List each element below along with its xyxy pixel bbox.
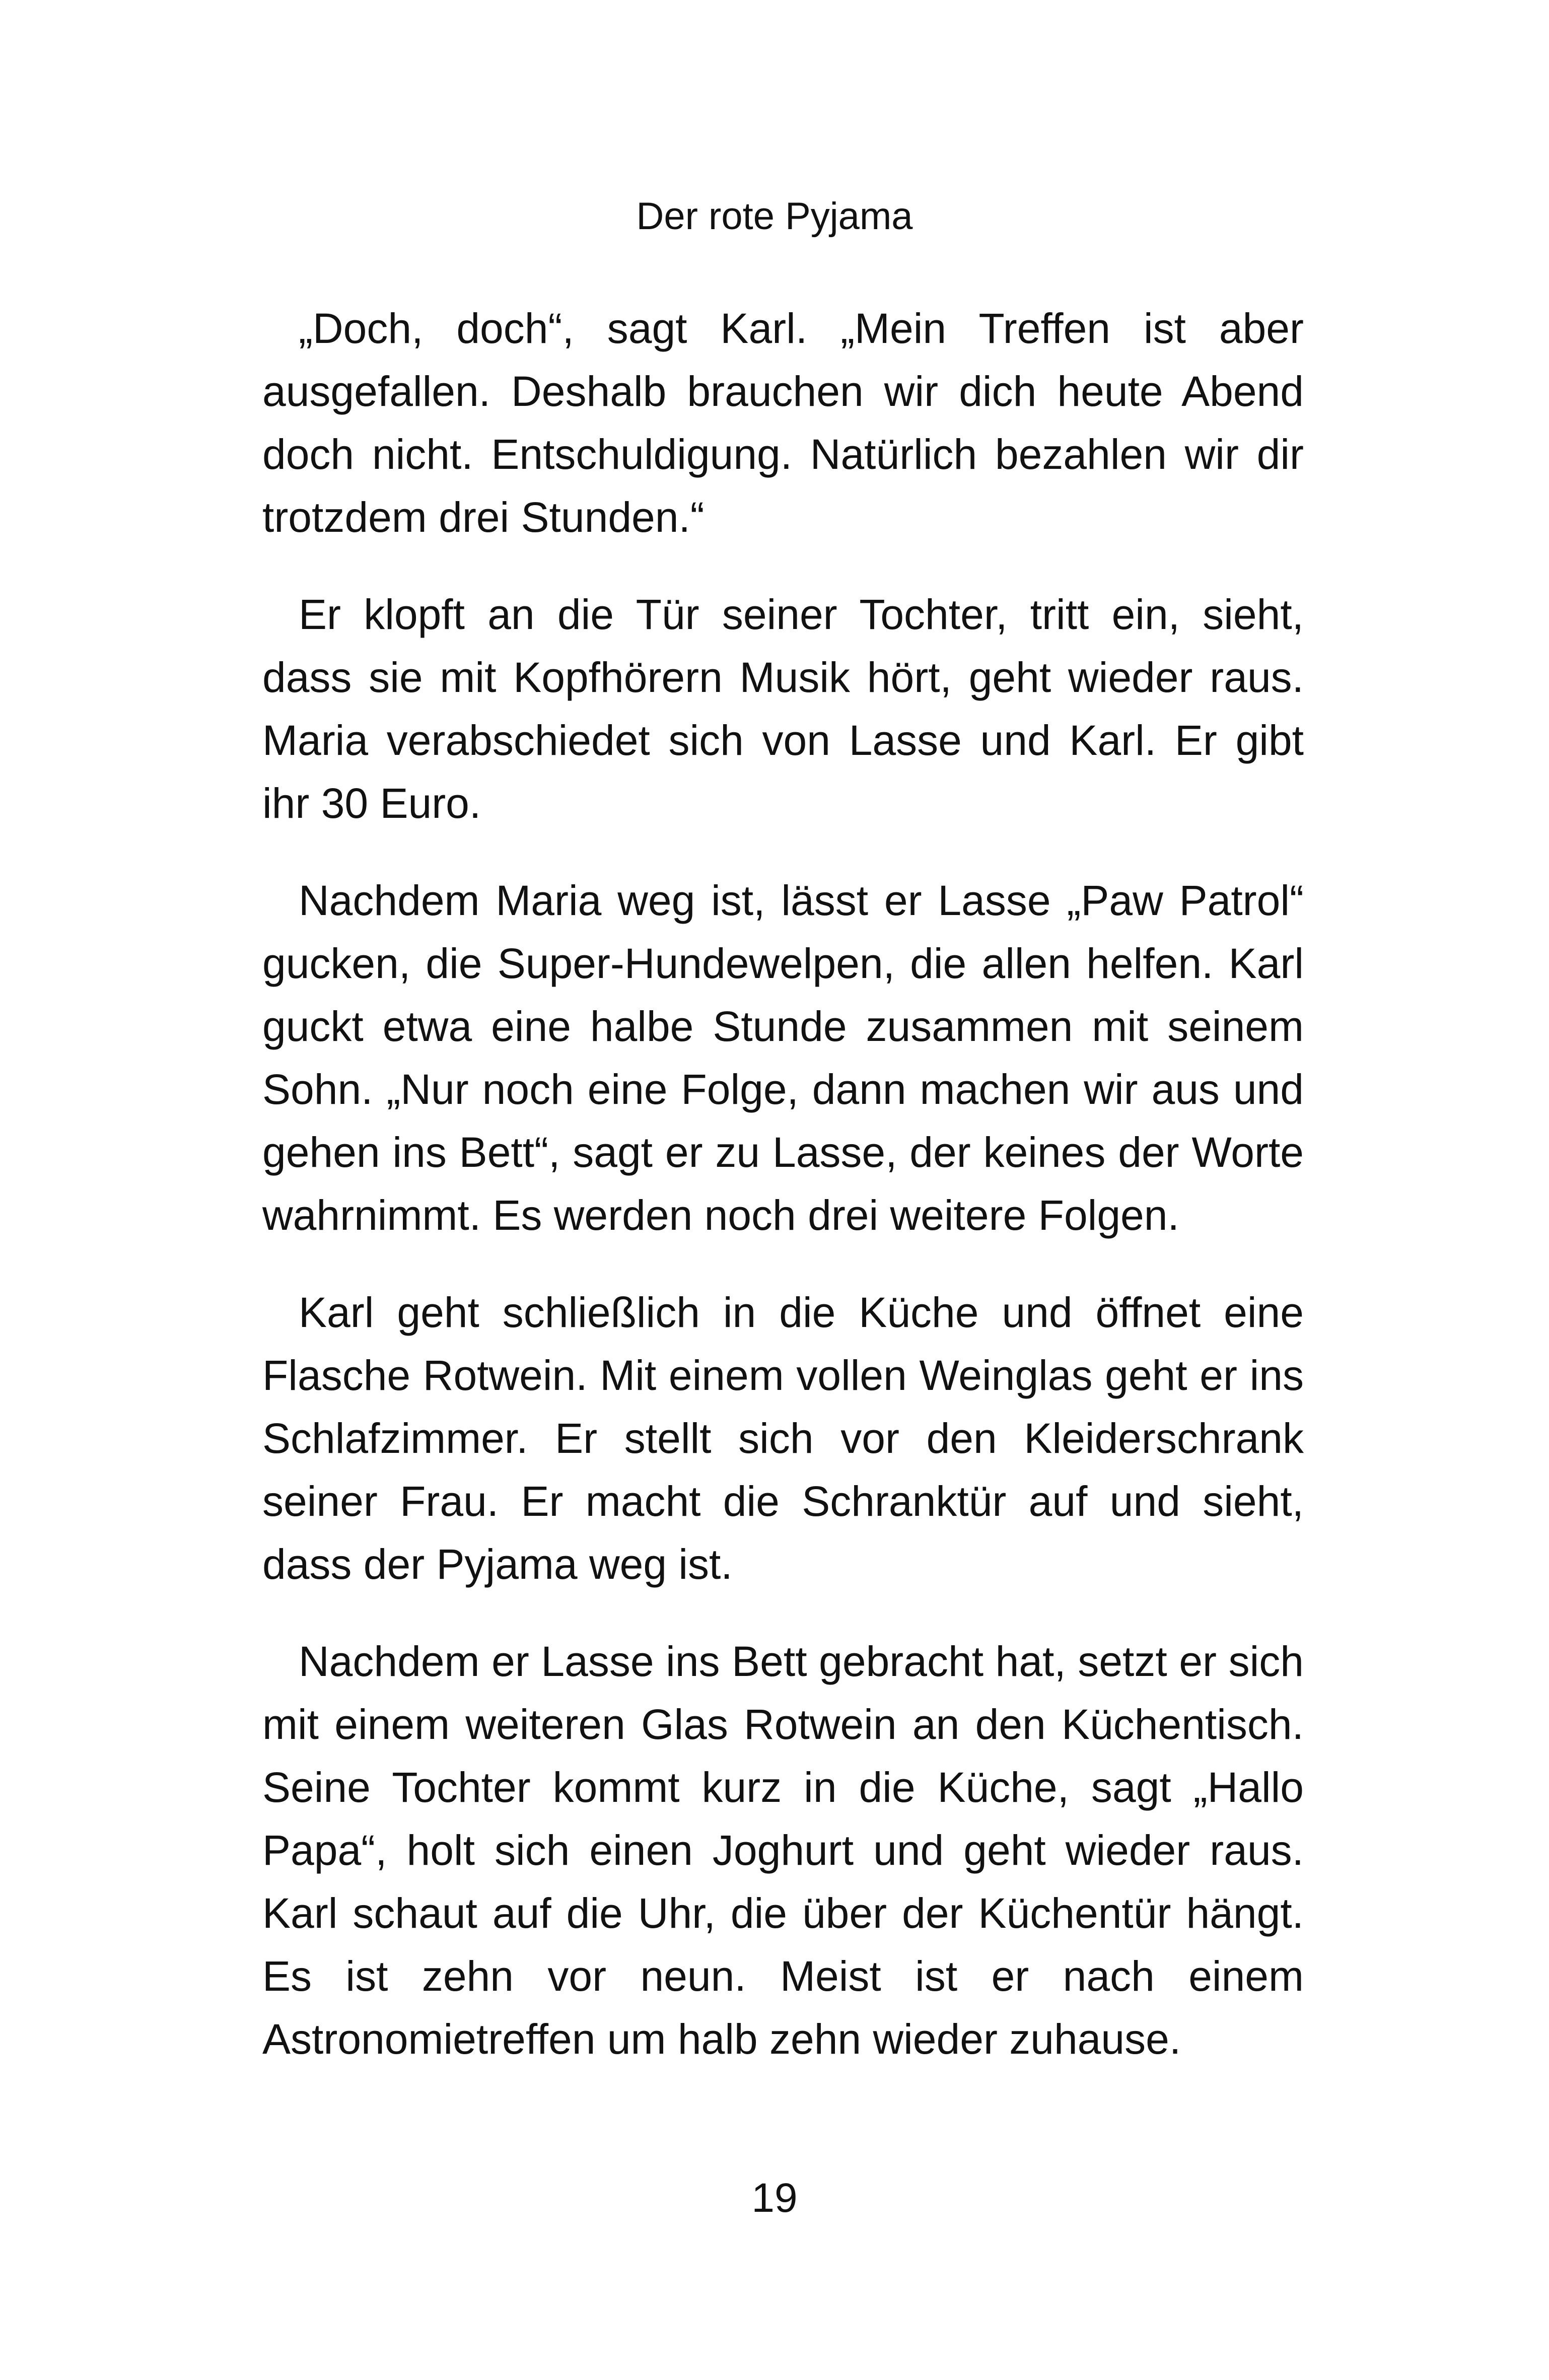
paragraph: Nachdem Maria weg ist, lässt er Lasse „Paw Patrol“ gucken, die Super-Hundewelpen, die allen helfen. Karl guckt etwa eine halbe Stunde zusammen mit seinem Sohn. „Nur noch eine Folge, dann machen wir aus und gehen ins Bett“, sagt er zu Lasse, der keines der Worte wahrnimmt. Es werden noch drei weitere Folgen. xyxy=(262,877,1304,1239)
body-text xyxy=(262,297,1304,2105)
paragraph: Nachdem er Lasse ins Bett gebracht hat, setzt er sich mit einem weiteren Glas Rotwein an den Küchentisch. Seine Tochter kommt kurz in die Küche, sagt „Hallo Papa“, holt sich einen Joghurt und geht wieder raus. Karl schaut auf die Uhr, die über der Küchentür hängt. Es ist zehn vor neun. Meist ist er nach einem Astronomietreffen um halb zehn wieder zuhause. xyxy=(262,1638,1304,2063)
running-title: Der rote Pyjama xyxy=(636,195,913,238)
paragraph: Karl geht schließlich in die Küche und öffnet eine Flasche Rotwein. Mit einem vollen Weinglas geht er ins Schlafzimmer. Er stellt sich vor den Kleiderschrank seiner Frau. Er macht die Schranktür auf und sieht, dass der Pyjama weg ist. xyxy=(262,1289,1304,1588)
paragraph: Er klopft an die Tür seiner Tochter, tritt ein, sieht, dass sie mit Kopfhörern Musik hört, geht wieder raus. Maria verabschiedet sich von Lasse und Karl. Er gibt ihr 30 Euro. xyxy=(262,591,1304,827)
page-number: 19 xyxy=(751,2175,798,2221)
paragraph: „Doch, doch“, sagt Karl. „Mein Treffen ist aber ausgefallen. Deshalb brauchen wir dich heute Abend doch nicht. Entschuldigung. Natürlich bezahlen wir dir trotzdem drei Stunden.“ xyxy=(262,305,1304,541)
